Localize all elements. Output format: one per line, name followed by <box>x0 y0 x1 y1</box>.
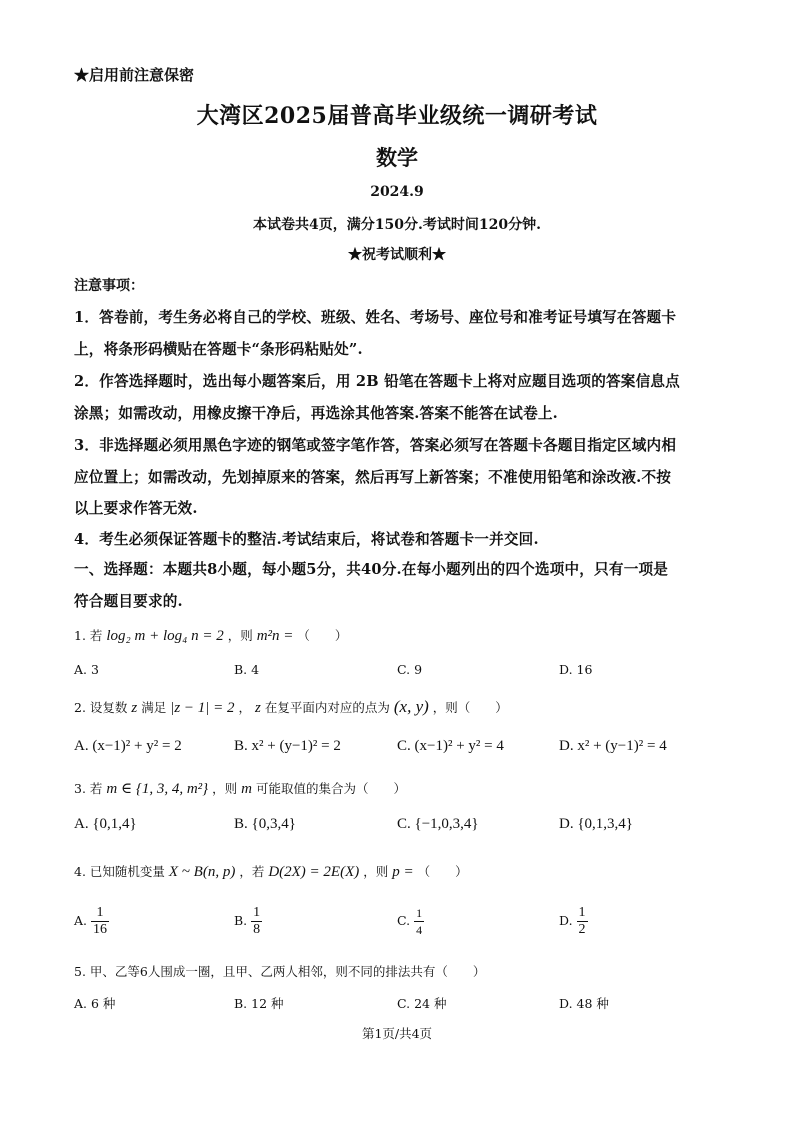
notice-line: 以上要求作答无效. <box>74 500 198 517</box>
q4-condition: D(2X) = 2E(X) <box>268 864 360 880</box>
q2-condition: |z − 1| = 2 <box>170 700 235 716</box>
fraction: $\frac{1}{8}$ <box>253 905 261 937</box>
q5-option-a[interactable]: A. 6 种 <box>74 996 116 1011</box>
fraction: $\frac{1}{16}$ <box>93 905 107 937</box>
exam-date: 2024.9 <box>370 184 424 200</box>
notice-line: 4．考生必须保证答题卡的整洁.考试结束后，将试卷和答题卡一并交回. <box>74 531 539 548</box>
q2-option-b[interactable]: B. x² + (y−1)² = 2 <box>234 738 341 754</box>
q3-option-c[interactable]: C. {−1,0,3,4} <box>397 816 479 832</box>
notice-line: 1．答卷前，考生务必将自己的学校、班级、姓名、考场号、座位号和准考证号填写在答题卡 <box>74 309 677 326</box>
q1-option-c[interactable]: C. 9 <box>397 662 423 677</box>
q2-option-c[interactable]: C. (x−1)² + y² = 4 <box>397 738 504 754</box>
confidential-label: ★启用前注意保密 <box>74 66 195 84</box>
q5-option-b[interactable]: B. 12 种 <box>234 996 284 1011</box>
q4-distribution: X ~ B(n, p) <box>168 864 236 880</box>
fraction: $\frac{1}{2}$ <box>578 905 586 937</box>
question-3: 3. 若 m ∈ {1, 3, 4, m²} ，则 m 可能取值的集合为（ ） <box>74 781 406 797</box>
q3-option-a[interactable]: A. {0,1,4} <box>74 816 137 832</box>
question-2: 2. 设复数 z 满足 |z − 1| = 2 ， z 在复平面内对应的点为 (x, y) ，则（ ） <box>74 697 508 716</box>
question-5: 5. 甲、乙等6人围成一圈，且甲、乙两人相邻，则不同的排法共有（ ） <box>74 964 486 979</box>
notice-line: 3．非选择题必须用黑色字迹的钢笔或签字笔作答，答案必须写在答题卡各题目指定区域内相 <box>74 437 677 454</box>
q3-option-d[interactable]: D. {0,1,3,4} <box>559 816 633 832</box>
q1-condition: log₂ m + log₄ n = 2 <box>106 628 224 644</box>
q4-option-d[interactable]: D. $\frac{1}{2}$ <box>559 905 586 937</box>
q4-option-a[interactable]: A. $\frac{1}{16}$ <box>74 905 107 937</box>
notice-line: 上，将条形码横贴在答题卡“条形码粘贴处”. <box>74 341 363 358</box>
fraction: $\frac{1}{4}$ <box>416 906 423 937</box>
q3-option-b[interactable]: B. {0,3,4} <box>234 816 296 832</box>
notice-line: 涂黑；如需改动，用橡皮擦干净后，再选涂其他答案.答案不能答在试卷上. <box>74 405 558 422</box>
q3-condition: m ∈ {1, 3, 4, m²} <box>106 781 209 797</box>
notice-line: 2．作答选择题时，选出每小题答案后，用 2B 铅笔在答题卡上将对应题目选项的答案信息点 <box>74 373 680 390</box>
exam-info: 本试卷共4页，满分150分.考试时间120分钟. <box>253 217 541 233</box>
q1-option-b[interactable]: B. 4 <box>234 662 260 677</box>
section-heading-cont: 符合题目要求的. <box>74 593 183 610</box>
exam-title: 大湾区2025届普高毕业级统一调研考试 <box>196 103 598 129</box>
page-footer: 第1页/共4页 <box>361 1026 433 1041</box>
notice-heading: 注意事项： <box>74 278 144 294</box>
q4-target: p = <box>392 864 414 880</box>
q5-option-d[interactable]: D. 48 种 <box>559 996 609 1011</box>
good-luck-line: ★祝考试顺利★ <box>348 247 446 263</box>
subject-title: 数学 <box>376 145 418 170</box>
q2-option-d[interactable]: D. x² + (y−1)² = 4 <box>559 738 667 754</box>
notice-line: 应位置上；如需改动，先划掉原来的答案，然后再写上新答案；不准使用铅笔和涂改液.不按 <box>74 469 672 486</box>
question-4: 4. 已知随机变量 X ~ B(n, p) ，若 D(2X) = 2E(X) ，则 p = （ ） <box>74 864 468 880</box>
q5-option-c[interactable]: C. 24 种 <box>397 996 447 1011</box>
question-1: 1. 若 log₂ m + log₄ n = 2 ，则 m²n = （ ） <box>74 628 348 644</box>
q1-target: m²n = <box>256 628 294 644</box>
section-heading: 一、选择题：本题共8小题，每小题5分，共40分.在每小题列出的四个选项中，只有一项是 <box>74 561 669 578</box>
q2-option-a[interactable]: A. (x−1)² + y² = 2 <box>74 738 182 754</box>
q1-option-a[interactable]: A. 3 <box>74 662 99 677</box>
q2-point: (x, y) <box>393 697 429 716</box>
q1-option-d[interactable]: D. 16 <box>559 662 593 677</box>
q4-option-b[interactable]: B. $\frac{1}{8}$ <box>234 905 261 937</box>
q4-option-c[interactable]: C. $\frac{1}{4}$ <box>397 906 423 937</box>
